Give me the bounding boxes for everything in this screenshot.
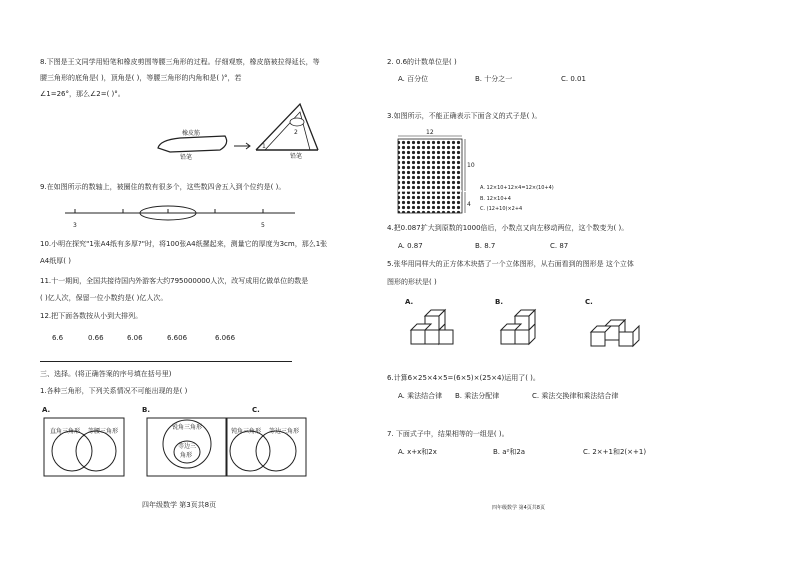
q12-number-4: 6.606 bbox=[167, 334, 188, 342]
fig-label-pencil-2: 铅笔 bbox=[290, 153, 303, 160]
c1-text: 1.各种三角形，下列关系情况不可能出现的是( ) bbox=[40, 387, 188, 395]
q10-line2: A4纸厚( ) bbox=[40, 257, 71, 265]
c4-option-c: C. 87 bbox=[550, 242, 569, 250]
c3-grid-label-right: 10 bbox=[467, 162, 475, 169]
c7-option-a: A. x+x和2x bbox=[398, 448, 437, 456]
transform-arrow bbox=[234, 143, 250, 149]
c1-c-label-obtuse: 钝角三角形 bbox=[231, 428, 262, 435]
q8-line1: 8.下图是王文同学用铅笔和橡皮剪围等腰三角形的过程。仔细观察，橡皮筋被拉得延长，等 bbox=[40, 58, 320, 66]
q12-text: 12.把下面各数按从小到大排列。 bbox=[40, 312, 143, 320]
q12-number-3: 6.06 bbox=[127, 334, 143, 342]
c6-option-a: A. 乘法结合律 bbox=[398, 392, 443, 400]
q11-line2: ( )亿人次，保留一位小数约是( )亿人次。 bbox=[40, 294, 168, 302]
c2-option-a: A. 百分位 bbox=[398, 75, 429, 83]
c1-option-b-letter: B. bbox=[142, 406, 150, 414]
fig-label-angle-2: 2 bbox=[294, 129, 298, 136]
c5-option-c-letter: C. bbox=[585, 298, 593, 306]
axis-label-5: 5 bbox=[261, 222, 265, 229]
c1-option-a-letter: A. bbox=[42, 406, 51, 414]
q11-line1: 11.十一期间，全国共接待国内外游客大约795000000人次，改写成用亿做单位的数是 bbox=[40, 277, 309, 285]
c2-option-b: B. 十分之一 bbox=[475, 75, 513, 83]
c5-option-b-letter: B. bbox=[495, 298, 503, 306]
c2-text: 2. 0.6的计数单位是( ) bbox=[387, 58, 457, 66]
c1-option-c-letter: C. bbox=[252, 406, 260, 414]
c5-line2: 图形的形状是( ) bbox=[387, 278, 437, 286]
c3-grid-label-top: 12 bbox=[426, 129, 434, 136]
c6-text: 6.计算6×25×4×5=(6×5)×(25×4)运用了( )。 bbox=[387, 374, 540, 382]
c3-option-a: A. 12×10+12×4=12×(10+4) bbox=[480, 185, 554, 191]
q10-line1: 10.小明在探究"1张A4纸有多厚?"时，将100张A4纸摞起来，测量它的厚度为3cm，那么1张 bbox=[40, 240, 328, 248]
axis-label-3: 3 bbox=[73, 222, 77, 229]
section-3-heading: 三、选择。(将正确答案的序号填在括号里) bbox=[40, 370, 172, 378]
c7-option-c: C. 2×+1和2(×+1) bbox=[583, 448, 647, 456]
c6-option-c: C. 乘法交换律和乘法结合律 bbox=[532, 392, 619, 400]
left-page-footer: 四年级数学 第3页共8页 bbox=[142, 501, 217, 509]
c5-line1: 5.张华用同样大的正方体木块搭了一个立体图形，从右面看到的图形是 这个立体 bbox=[387, 260, 634, 268]
c5-cube-figures bbox=[405, 296, 645, 351]
q8-figure bbox=[150, 100, 320, 160]
c3-option-c: C. (12+10)×2+4 bbox=[480, 206, 523, 212]
right-page-footer: 四年级数学 第4页共8页 bbox=[492, 505, 545, 511]
section-divider bbox=[40, 361, 292, 362]
q8-line2: 腰三角形的底角是( )，顶角是( )，等腰三角形的内角和是( )°，若 bbox=[40, 74, 242, 82]
fig-label-rubber-band: 橡皮筋 bbox=[182, 130, 201, 137]
c1-b-label-equilateral-2: 角形 bbox=[180, 452, 193, 459]
c1-b-label-acute: 锐角三角形 bbox=[172, 424, 203, 431]
c3-text: 3.如图所示，不能正确表示下面含义的式子是( )。 bbox=[387, 112, 542, 120]
c3-option-b: B. 12×10+4 bbox=[480, 196, 511, 202]
c6-option-b: B. 乘法分配律 bbox=[455, 392, 500, 400]
c2-option-c: C. 0.01 bbox=[561, 75, 586, 83]
q12-number-2: 0.66 bbox=[88, 334, 104, 342]
c5-option-a-letter: A. bbox=[405, 298, 414, 306]
c4-text: 4.把0.087扩大到原数的1000倍后，小数点又向左移动两位，这个数变为( )。 bbox=[387, 224, 629, 232]
c4-option-a: A. 0.87 bbox=[398, 242, 423, 250]
c4-option-b: B. 8.7 bbox=[475, 242, 496, 250]
c1-a-label-right: 直角三角形 bbox=[50, 428, 81, 435]
q9-text: 9.在如图所示的数轴上，被圈住的数有很多个，这些数四舍五入到个位约是( )。 bbox=[40, 183, 286, 191]
c3-dot-grid bbox=[396, 130, 476, 220]
c1-venn-figures bbox=[40, 404, 310, 484]
c7-option-b: B. a²和2a bbox=[493, 448, 526, 456]
c1-b-label-equilateral-1: 等边三 bbox=[178, 443, 197, 450]
c1-c-label-equilateral: 等边三角形 bbox=[269, 428, 300, 435]
q9-number-line bbox=[65, 205, 305, 235]
q8-line3: ∠1=26°，那么∠2=( )°。 bbox=[40, 90, 125, 98]
q12-number-5: 6.066 bbox=[215, 334, 236, 342]
c1-a-label-isosceles: 等腰三角形 bbox=[88, 428, 119, 435]
q12-number-1: 6.6 bbox=[52, 334, 64, 342]
c7-text: 7. 下面式子中，结果相等的一组是( )。 bbox=[387, 430, 509, 438]
fig-label-angle-1: 1 bbox=[262, 143, 266, 150]
c3-grid-label-bottom: 4 bbox=[467, 201, 471, 208]
fig-label-pencil: 铅笔 bbox=[180, 154, 193, 161]
rubber-band-shape bbox=[158, 136, 227, 152]
